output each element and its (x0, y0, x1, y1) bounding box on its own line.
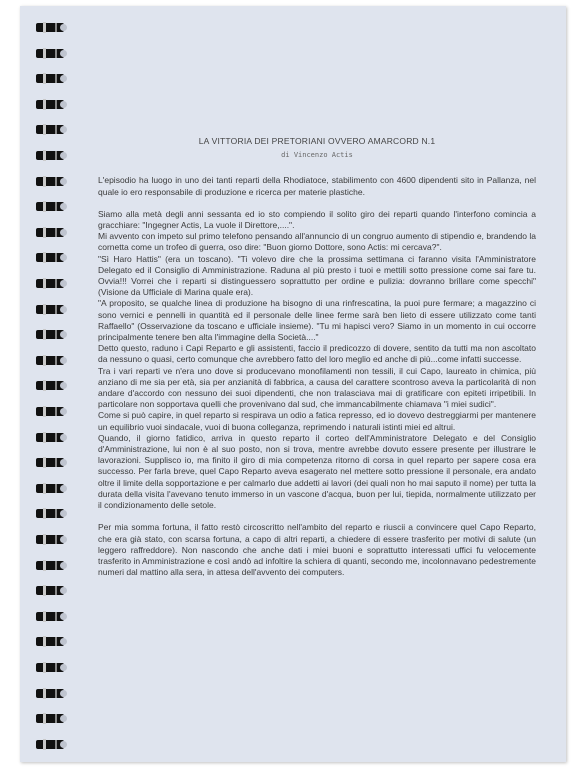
paragraph-5: "A proposito, se qualche linea di produzione ha bisogno di una rinfrescatina, la puoi pure fermare; a magazzino ci sono vernici e pennelli in quantità ed il personale delle linee ferme sarà ben lieto di essere utilizzato come tanti Raffaello" (Osservazione da toscano e ufficiale insieme). "Tu mi hapisci vero? Siamo in un momento in cui occorre principalmente tenere ben alta l'immagine della Società...." (98, 298, 536, 343)
binding-ring (34, 73, 66, 84)
paragraph-9: Quando, il giorno fatidico, arriva in questo reparto il corteo dell'Amministratore Delegato e del Consiglio d'Amministrazione, lui non è al suo posto, non si trova, mentre avrebbe dovuto essere presente per illustrare le lavorazioni. Supplisco io, ma finito il giro di mia competenza ritorno di corsa in quel reparto per sapere cosa era successo. Per farla breve, quel Capo Reparto aveva esagerato nel mettere sotto pressione il personale, era andato oltre il limite della sopportazione e per calmarlo due addetti ai lavori (dei quali non ho mai saputo il nome) per tutta la durata della visita l'avevano tenuto immerso in un vascone d'acqua, buon per lui, tiepida, normalmente utilizzato per il condizionamento delle setole. (98, 432, 536, 511)
binding-ring (34, 508, 66, 519)
binding-ring (34, 688, 66, 699)
binding-ring (34, 150, 66, 161)
binding-ring (34, 457, 66, 468)
binding-ring (34, 22, 66, 33)
binding-ring (34, 201, 66, 212)
binding-ring (34, 483, 66, 494)
binding-ring (34, 355, 66, 366)
binding-ring (34, 304, 66, 315)
binding-ring (34, 662, 66, 673)
binding-ring (34, 329, 66, 340)
binding-ring (34, 432, 66, 443)
document-page (20, 6, 566, 762)
binding-ring (34, 534, 66, 545)
binding-ring (34, 406, 66, 417)
binding-ring (34, 227, 66, 238)
binding-ring (34, 585, 66, 596)
spiral-binding (34, 22, 68, 762)
binding-ring (34, 252, 66, 263)
binding-ring (34, 713, 66, 724)
binding-ring (34, 380, 66, 391)
paragraph-8: Come si può capire, in quel reparto si respirava un odio a fatica represso, ed io dovevo destreggiarmi per mantenere un equilibrio vuoi sindacale, vuoi di buona colleganza, reprimendo i naturali istinti miei ed altrui. (98, 410, 536, 432)
paragraph-4: "Sì Haro Hattis" (era un toscano). "Ti volevo dire che la prossima settimana ci faranno visita l'Amministratore Delegato ed il Consiglio di Amministrazione. Raduna al più presto i tuoi e mettili sotto pressione come sai fare tu. Ovvia!!! Vorrei che i reparti si distinguessero soprattutto per ordine e pulizia: dovranno brillare come specchi" (Visione da Ufficiale di Marina quale era). (98, 253, 536, 298)
binding-ring (34, 48, 66, 59)
binding-ring (34, 611, 66, 622)
paragraph-2: Siamo alla metà degli anni sessanta ed io sto compiendo il solito giro dei reparti quando l'interfono comincia a gracchiare: "Ingegner Actis, La vuole il Direttore,....". (98, 208, 536, 231)
binding-ring (34, 99, 66, 110)
paragraph-6: Detto questo, raduno i Capi Reparto e gli assistenti, faccio il predicozzo di dovere, sentito da tutti ma non ascoltato da nessuno o quasi, certo comunque che avrebbero fatto del loro meglio ed anche di più...come infatti successe. (98, 343, 536, 365)
paragraph-7: Tra i vari reparti ve n'era uno dove si producevano monofilamenti non tessili, il cui Capo, laureato in chimica, più anziano di me sia per età, sia per anzianità di fabbrica, a causa del carattere scontroso aveva la particolarità di non andare d'accordo con nessuno dei suoi dipendenti, che non tralasciava mai di gratificare con epiteti irripetibili. In particolare non sopportava quelli che provenivano dal sud, che immancabilmente chiamava "i miei sudici". (98, 365, 536, 410)
document-body (98, 136, 536, 578)
document-author: di Vincenzo Actis (281, 151, 353, 160)
paragraph-3: Mi avvento con impeto sul primo telefono pensando all'annuncio di un congruo aumento di stipendio e, brandendo la cornetta come un trofeo di guerra, oso dire: "Buon giorno Dottore, sono Actis: mi cercava?". (98, 231, 536, 253)
binding-ring (34, 739, 66, 750)
binding-ring (34, 278, 66, 289)
binding-ring (34, 560, 66, 571)
binding-ring (34, 636, 66, 647)
binding-ring (34, 124, 66, 135)
document-title: LA VITTORIA DEI PRETORIANI OVVERO AMARCORD N.1 (198, 136, 436, 146)
binding-ring (34, 176, 66, 187)
paragraph-10: Per mia somma fortuna, il fatto restò circoscritto nell'ambito del reparto e riuscii a convincere quel Capo Reparto, che era già stato, con scarsa fortuna, a capo di altri reparti, a chiedere di essere trasferito per motivi di salute (un leggero raffreddore). Non nascondo che anche dati i miei buoni e soprattutto interessati uffici fu velocemente trasferito in Amministrazione e così andò ad infoltire la schiera di quanti, secondo me, incolonnavano pedestremente numeri dal mattino alla sera, in attesa dell'avvento dei computers. (98, 522, 536, 578)
paragraph-1: L'episodio ha luogo in uno dei tanti reparti della Rhodiatoce, stabilimento con 4600 dipendenti sito in Pallanza, nel quale io ero responsabile di produzione e ricerca per materie plastiche. (98, 175, 536, 197)
